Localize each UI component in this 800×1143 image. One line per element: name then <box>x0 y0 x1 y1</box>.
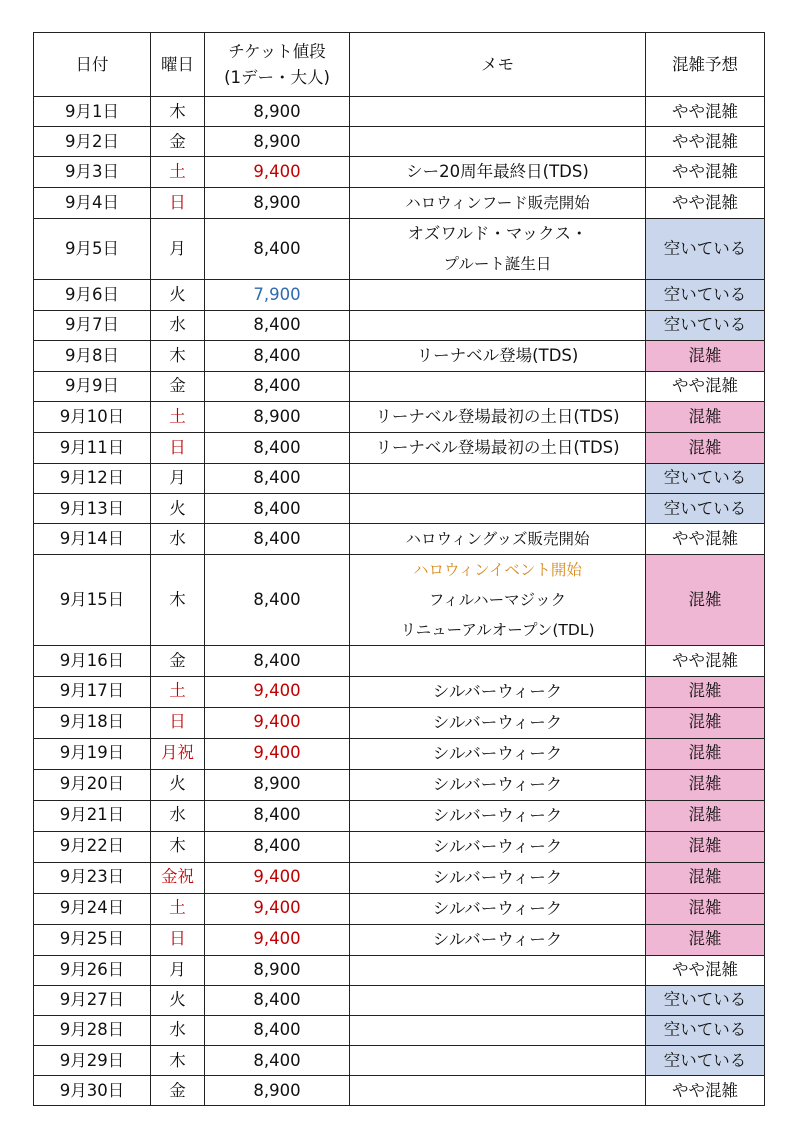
header-memo: メモ <box>350 33 646 97</box>
price-cell: 8,400 <box>205 219 350 280</box>
memo-cell <box>350 1046 646 1076</box>
weekday-cell: 日 <box>151 707 205 738</box>
memo-line: リーナベル登場(TDS) <box>416 345 579 365</box>
price-cell: 8,400 <box>205 1015 350 1045</box>
price-cell: 8,900 <box>205 127 350 157</box>
date-cell: 9月29日 <box>34 1046 151 1076</box>
memo-line: シルバーウィーク <box>432 836 563 856</box>
table-row <box>34 769 765 800</box>
memo-line: リニューアルオープン(TDL) <box>400 621 595 640</box>
table-row <box>34 310 765 340</box>
table-row <box>34 646 765 676</box>
memo-line: シルバーウィーク <box>432 867 563 887</box>
price-cell: 9,400 <box>205 893 350 924</box>
forecast-cell: 空いている <box>646 985 765 1015</box>
memo-cell <box>350 985 646 1015</box>
date-cell: 9月21日 <box>34 800 151 831</box>
forecast-cell: やや混雑 <box>646 955 765 985</box>
memo-cell <box>350 800 646 831</box>
price-cell: 8,400 <box>205 800 350 831</box>
header-price <box>205 33 350 97</box>
header-date: 日付 <box>34 33 151 97</box>
price-cell: 8,900 <box>205 97 350 127</box>
date-cell: 9月24日 <box>34 893 151 924</box>
header-price-line2: (1デー・大人) <box>224 67 330 87</box>
memo-line: シー20周年最終日(TDS) <box>406 162 589 182</box>
date-cell: 9月17日 <box>34 676 151 707</box>
price-cell: 8,400 <box>205 646 350 676</box>
table-row <box>34 555 765 646</box>
weekday-cell: 金 <box>151 127 205 157</box>
date-cell: 9月3日 <box>34 157 151 188</box>
table-row <box>34 127 765 157</box>
forecast-cell: 混雑 <box>646 862 765 893</box>
date-cell: 9月2日 <box>34 127 151 157</box>
memo-cell <box>350 738 646 769</box>
memo-line: シルバーウィーク <box>432 743 563 763</box>
forecast-cell: やや混雑 <box>646 1076 765 1106</box>
price-cell: 8,900 <box>205 1076 350 1106</box>
weekday-cell: 月 <box>151 219 205 280</box>
date-cell: 9月14日 <box>34 524 151 555</box>
price-cell: 9,400 <box>205 924 350 955</box>
forecast-cell: やや混雑 <box>646 524 765 555</box>
table-row <box>34 494 765 524</box>
memo-cell <box>350 280 646 310</box>
memo-cell <box>350 1076 646 1106</box>
memo-line: ハロウィングッズ販売開始 <box>405 530 590 549</box>
date-cell: 9月11日 <box>34 432 151 463</box>
memo-cell <box>350 97 646 127</box>
weekday-cell: 木 <box>151 1046 205 1076</box>
price-cell: 8,400 <box>205 524 350 555</box>
forecast-cell: 空いている <box>646 1015 765 1045</box>
table-row <box>34 955 765 985</box>
memo-cell <box>350 340 646 371</box>
weekday-cell: 月 <box>151 463 205 493</box>
date-cell: 9月4日 <box>34 188 151 219</box>
forecast-cell: 空いている <box>646 494 765 524</box>
header-price-line1: チケット値段 <box>228 41 326 61</box>
price-cell: 8,400 <box>205 371 350 401</box>
table-row <box>34 924 765 955</box>
memo-line: シルバーウィーク <box>432 712 563 732</box>
table-row <box>34 707 765 738</box>
weekday-cell: 火 <box>151 769 205 800</box>
weekday-cell: 月 <box>151 955 205 985</box>
date-cell: 9月5日 <box>34 219 151 280</box>
price-cell: 8,900 <box>205 955 350 985</box>
price-cell: 8,400 <box>205 1046 350 1076</box>
memo-cell <box>350 646 646 676</box>
price-cell: 8,400 <box>205 340 350 371</box>
date-cell: 9月27日 <box>34 985 151 1015</box>
weekday-cell: 木 <box>151 97 205 127</box>
memo-cell <box>350 188 646 219</box>
table-row <box>34 463 765 493</box>
weekday-cell: 水 <box>151 800 205 831</box>
weekday-cell: 水 <box>151 310 205 340</box>
weekday-cell: 火 <box>151 494 205 524</box>
table-row <box>34 831 765 862</box>
memo-cell <box>350 707 646 738</box>
weekday-cell: 金 <box>151 371 205 401</box>
price-cell: 8,400 <box>205 432 350 463</box>
forecast-cell: 空いている <box>646 310 765 340</box>
memo-line: ハロウィンフード販売開始 <box>405 194 590 213</box>
weekday-cell: 土 <box>151 157 205 188</box>
forecast-cell: 空いている <box>646 280 765 310</box>
table-row <box>34 524 765 555</box>
price-cell: 9,400 <box>205 676 350 707</box>
table-row <box>34 676 765 707</box>
memo-cell <box>350 310 646 340</box>
ticket-calendar-table <box>33 32 765 1106</box>
memo-cell <box>350 401 646 432</box>
weekday-cell: 木 <box>151 555 205 646</box>
date-cell: 9月22日 <box>34 831 151 862</box>
table-row <box>34 97 765 127</box>
forecast-cell: やや混雑 <box>646 188 765 219</box>
date-cell: 9月26日 <box>34 955 151 985</box>
date-cell: 9月18日 <box>34 707 151 738</box>
memo-cell <box>350 1015 646 1045</box>
memo-line: シルバーウィーク <box>432 681 563 701</box>
memo-cell <box>350 555 646 646</box>
date-cell: 9月28日 <box>34 1015 151 1045</box>
memo-line: シルバーウィーク <box>432 898 563 918</box>
weekday-cell: 金祝 <box>151 862 205 893</box>
price-cell: 9,400 <box>205 738 350 769</box>
memo-cell <box>350 494 646 524</box>
table-row <box>34 432 765 463</box>
price-cell: 8,400 <box>205 831 350 862</box>
price-cell: 8,400 <box>205 463 350 493</box>
table-row <box>34 188 765 219</box>
forecast-cell: やや混雑 <box>646 371 765 401</box>
weekday-cell: 日 <box>151 188 205 219</box>
forecast-cell: 混雑 <box>646 893 765 924</box>
weekday-cell: 火 <box>151 280 205 310</box>
forecast-cell: 混雑 <box>646 924 765 955</box>
memo-cell <box>350 769 646 800</box>
price-cell: 9,400 <box>205 707 350 738</box>
table-row <box>34 280 765 310</box>
date-cell: 9月12日 <box>34 463 151 493</box>
memo-cell <box>350 955 646 985</box>
weekday-cell: 木 <box>151 831 205 862</box>
price-cell: 8,900 <box>205 188 350 219</box>
forecast-cell: 空いている <box>646 463 765 493</box>
memo-cell <box>350 862 646 893</box>
forecast-cell: 空いている <box>646 219 765 280</box>
memo-cell <box>350 893 646 924</box>
header-weekday: 曜日 <box>151 33 205 97</box>
forecast-cell: やや混雑 <box>646 127 765 157</box>
memo-cell <box>350 127 646 157</box>
memo-line: リーナベル登場最初の土日(TDS) <box>375 437 620 457</box>
table-row <box>34 219 765 280</box>
forecast-cell: 混雑 <box>646 340 765 371</box>
price-cell: 7,900 <box>205 280 350 310</box>
memo-line: フィルハーマジック <box>428 591 567 610</box>
weekday-cell: 土 <box>151 401 205 432</box>
weekday-cell: 土 <box>151 676 205 707</box>
price-cell: 9,400 <box>205 157 350 188</box>
memo-line: シルバーウィーク <box>432 929 563 949</box>
price-cell: 9,400 <box>205 862 350 893</box>
memo-cell <box>350 524 646 555</box>
weekday-cell: 日 <box>151 432 205 463</box>
price-cell: 8,400 <box>205 555 350 646</box>
date-cell: 9月10日 <box>34 401 151 432</box>
forecast-cell: 混雑 <box>646 401 765 432</box>
memo-line: シルバーウィーク <box>432 805 563 825</box>
forecast-cell: 混雑 <box>646 676 765 707</box>
table-body <box>34 97 765 1106</box>
weekday-cell: 月祝 <box>151 738 205 769</box>
memo-line: オズワルド・マックス・ <box>407 224 588 244</box>
weekday-cell: 木 <box>151 340 205 371</box>
weekday-cell: 日 <box>151 924 205 955</box>
date-cell: 9月6日 <box>34 280 151 310</box>
date-cell: 9月15日 <box>34 555 151 646</box>
weekday-cell: 土 <box>151 893 205 924</box>
table-row <box>34 1076 765 1106</box>
memo-cell <box>350 157 646 188</box>
date-cell: 9月23日 <box>34 862 151 893</box>
forecast-cell: 混雑 <box>646 432 765 463</box>
forecast-cell: やや混雑 <box>646 97 765 127</box>
header-forecast: 混雑予想 <box>646 33 765 97</box>
price-cell: 8,400 <box>205 494 350 524</box>
memo-line: シルバーウィーク <box>432 774 563 794</box>
price-cell: 8,400 <box>205 985 350 1015</box>
memo-line: ハロウィンイベント開始 <box>413 561 582 580</box>
forecast-cell: 混雑 <box>646 800 765 831</box>
memo-cell <box>350 831 646 862</box>
forecast-cell: 混雑 <box>646 738 765 769</box>
weekday-cell: 火 <box>151 985 205 1015</box>
table-row <box>34 1015 765 1045</box>
table-row <box>34 985 765 1015</box>
date-cell: 9月30日 <box>34 1076 151 1106</box>
table-row <box>34 157 765 188</box>
date-cell: 9月25日 <box>34 924 151 955</box>
memo-cell <box>350 924 646 955</box>
memo-cell <box>350 371 646 401</box>
forecast-cell: 混雑 <box>646 555 765 646</box>
table-row <box>34 738 765 769</box>
table-row <box>34 893 765 924</box>
weekday-cell: 金 <box>151 1076 205 1106</box>
weekday-cell: 水 <box>151 524 205 555</box>
forecast-cell: 空いている <box>646 1046 765 1076</box>
date-cell: 9月19日 <box>34 738 151 769</box>
forecast-cell: やや混雑 <box>646 157 765 188</box>
table-row <box>34 862 765 893</box>
date-cell: 9月13日 <box>34 494 151 524</box>
date-cell: 9月9日 <box>34 371 151 401</box>
price-cell: 8,900 <box>205 401 350 432</box>
memo-cell <box>350 432 646 463</box>
memo-line: プルート誕生日 <box>443 255 552 274</box>
table-row <box>34 401 765 432</box>
memo-line: リーナベル登場最初の土日(TDS) <box>375 406 620 426</box>
date-cell: 9月1日 <box>34 97 151 127</box>
date-cell: 9月20日 <box>34 769 151 800</box>
table-row <box>34 1046 765 1076</box>
weekday-cell: 金 <box>151 646 205 676</box>
weekday-cell: 水 <box>151 1015 205 1045</box>
table-row <box>34 371 765 401</box>
memo-cell <box>350 463 646 493</box>
price-cell: 8,900 <box>205 769 350 800</box>
forecast-cell: 混雑 <box>646 707 765 738</box>
price-cell: 8,400 <box>205 310 350 340</box>
memo-cell <box>350 219 646 280</box>
forecast-cell: やや混雑 <box>646 646 765 676</box>
table-row <box>34 800 765 831</box>
header-row <box>34 33 765 97</box>
date-cell: 9月8日 <box>34 340 151 371</box>
forecast-cell: 混雑 <box>646 769 765 800</box>
forecast-cell: 混雑 <box>646 831 765 862</box>
date-cell: 9月16日 <box>34 646 151 676</box>
table-row <box>34 340 765 371</box>
memo-cell <box>350 676 646 707</box>
date-cell: 9月7日 <box>34 310 151 340</box>
